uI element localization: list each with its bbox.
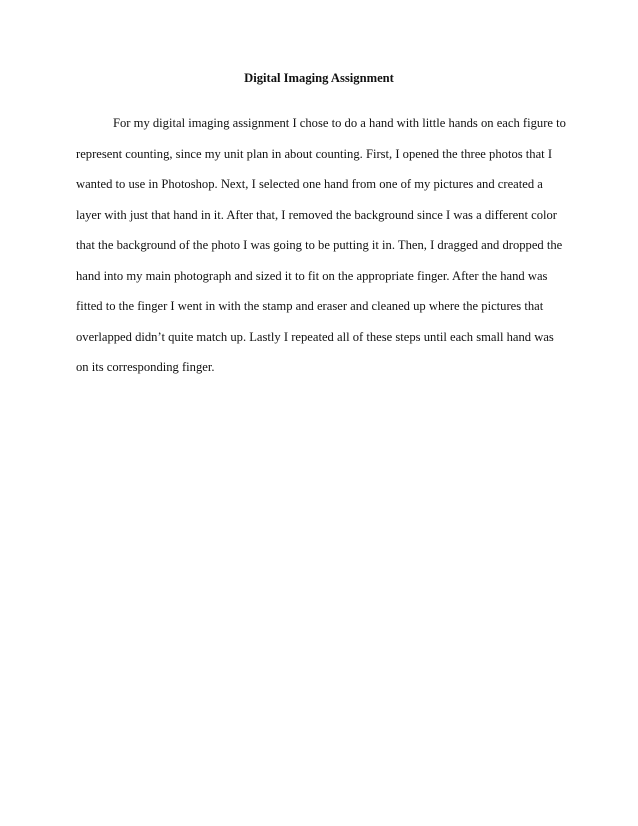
paragraph-line: For my digital imaging assignment I chose to do a hand with little hands on each figure to [113,116,566,130]
page-title: Digital Imaging Assignment [244,71,394,85]
paragraph-line: wanted to use in Photoshop. Next, I selected one hand from one of my pictures and created a [76,177,543,191]
paragraph-line: layer with just that hand in it. After that, I removed the background since I was a different color [76,207,557,222]
paragraph-line: on its corresponding finger. [76,360,215,374]
paragraph-line: represent counting, since my unit plan in about counting. First, I opened the three photos that I [76,146,553,161]
paragraph-line: overlapped didn’t quite match up. Lastly I repeated all of these steps until each small hand was [76,329,554,344]
paragraph-line: that the background of the photo I was going to be putting it in. Then, I dragged and dropped the [76,238,563,252]
paragraph-line: fitted to the finger I went in with the stamp and eraser and cleaned up where the pictures that [76,299,544,313]
body-paragraph [76,116,576,391]
paragraph-line: hand into my main photograph and sized it to fit on the appropriate finger. After the hand was [76,268,548,283]
